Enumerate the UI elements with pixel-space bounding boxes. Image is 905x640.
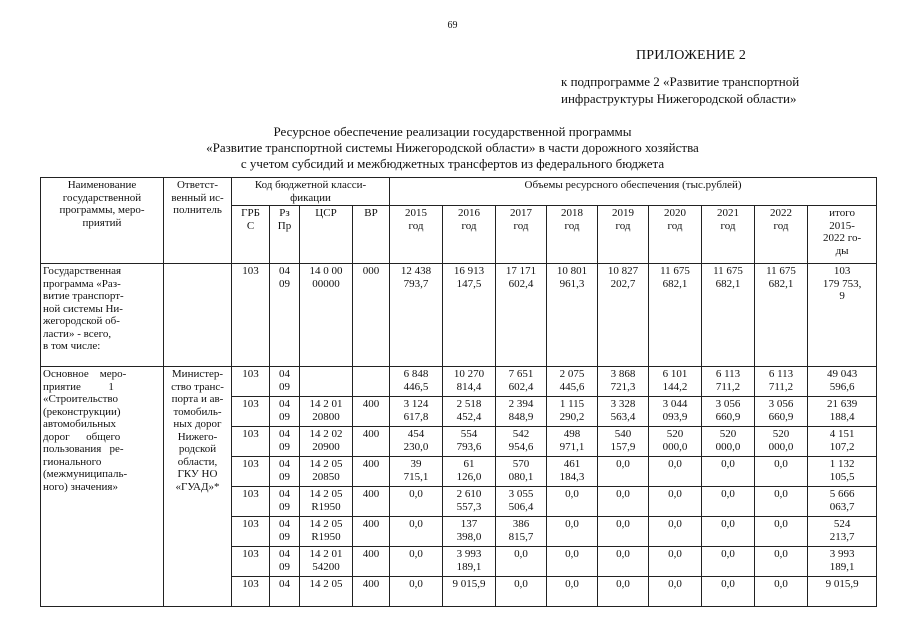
total-cell: 3 993 189,1 bbox=[808, 547, 877, 577]
grbs-cell: 103 bbox=[232, 264, 270, 367]
value-cell: 0,0 bbox=[390, 577, 443, 607]
rzpr-cell: 04 09 bbox=[270, 367, 300, 397]
header-csr: ЦСР bbox=[300, 206, 353, 264]
grbs-cell: 103 bbox=[232, 517, 270, 547]
rzpr-cell: 04 09 bbox=[270, 427, 300, 457]
value-cell: 498 971,1 bbox=[547, 427, 598, 457]
program-name: Государственная программа «Раз- витие транспорт- ной системы Ни- жегородской об- ласти» - всего, в том числе: bbox=[41, 264, 164, 367]
grbs-cell: 103 bbox=[232, 397, 270, 427]
rzpr-cell: 04 09 bbox=[270, 457, 300, 487]
value-cell: 11 675 682,1 bbox=[649, 264, 702, 367]
activity-row bbox=[41, 367, 877, 397]
value-cell: 570 080,1 bbox=[496, 457, 547, 487]
value-cell: 0,0 bbox=[390, 487, 443, 517]
value-cell: 3 056 660,9 bbox=[702, 397, 755, 427]
grbs-cell: 103 bbox=[232, 367, 270, 397]
csr-cell: 14 2 05 20850 bbox=[300, 457, 353, 487]
header-volumes: Объемы ресурсного обеспечения (тыс.рублей) bbox=[390, 178, 877, 206]
value-cell: 0,0 bbox=[702, 547, 755, 577]
value-cell: 0,0 bbox=[390, 547, 443, 577]
header-total: итого 2015- 2022 го- ды bbox=[808, 206, 877, 264]
value-cell: 0,0 bbox=[755, 487, 808, 517]
value-cell: 3 056 660,9 bbox=[755, 397, 808, 427]
value-cell: 0,0 bbox=[702, 457, 755, 487]
value-cell: 2 610 557,3 bbox=[443, 487, 496, 517]
grbs-cell: 103 bbox=[232, 487, 270, 517]
header-grbs: ГРБ С bbox=[232, 206, 270, 264]
value-cell: 137 398,0 bbox=[443, 517, 496, 547]
header-year: 2016 год bbox=[443, 206, 496, 264]
resource-table bbox=[40, 177, 877, 607]
vr-cell: 400 bbox=[353, 547, 390, 577]
value-cell: 2 518 452,4 bbox=[443, 397, 496, 427]
value-cell: 0,0 bbox=[702, 487, 755, 517]
total-cell: 1 132 105,5 bbox=[808, 457, 877, 487]
header-executor: Ответст- венный ис- полнитель bbox=[164, 178, 232, 264]
value-cell: 542 954,6 bbox=[496, 427, 547, 457]
vr-cell: 400 bbox=[353, 457, 390, 487]
value-cell: 0,0 bbox=[547, 547, 598, 577]
value-cell: 10 270 814,4 bbox=[443, 367, 496, 397]
total-cell: 21 639 188,4 bbox=[808, 397, 877, 427]
vr-cell: 400 bbox=[353, 577, 390, 607]
total-cell: 49 043 596,6 bbox=[808, 367, 877, 397]
total-cell: 5 666 063,7 bbox=[808, 487, 877, 517]
csr-cell bbox=[300, 367, 353, 397]
csr-cell: 14 2 01 20800 bbox=[300, 397, 353, 427]
page-number: 69 bbox=[447, 20, 458, 31]
value-cell: 386 815,7 bbox=[496, 517, 547, 547]
value-cell: 0,0 bbox=[649, 487, 702, 517]
value-cell: 520 000,0 bbox=[702, 427, 755, 457]
grbs-cell: 103 bbox=[232, 547, 270, 577]
value-cell: 0,0 bbox=[496, 577, 547, 607]
value-cell: 3 328 563,4 bbox=[598, 397, 649, 427]
value-cell: 11 675 682,1 bbox=[702, 264, 755, 367]
value-cell: 0,0 bbox=[755, 577, 808, 607]
total-cell: 103 179 753, 9 bbox=[808, 264, 877, 367]
value-cell: 520 000,0 bbox=[755, 427, 808, 457]
value-cell: 0,0 bbox=[702, 517, 755, 547]
value-cell: 6 113 711,2 bbox=[755, 367, 808, 397]
value-cell: 0,0 bbox=[598, 577, 649, 607]
appendix-title: ПРИЛОЖЕНИЕ 2 bbox=[636, 48, 747, 63]
program-row bbox=[41, 264, 877, 367]
table-body bbox=[41, 178, 877, 607]
value-cell: 0,0 bbox=[649, 547, 702, 577]
header-name: Наименование государственной программы, меро- приятий bbox=[41, 178, 164, 264]
value-cell: 0,0 bbox=[755, 457, 808, 487]
csr-cell: 14 0 00 00000 bbox=[300, 264, 353, 367]
grbs-cell: 103 bbox=[232, 577, 270, 607]
header-vr: ВР bbox=[353, 206, 390, 264]
value-cell: 3 044 093,9 bbox=[649, 397, 702, 427]
value-cell: 1 115 290,2 bbox=[547, 397, 598, 427]
header-year: 2017 год bbox=[496, 206, 547, 264]
value-cell: 0,0 bbox=[702, 577, 755, 607]
header-rzpr: Рз Пр bbox=[270, 206, 300, 264]
vr-cell: 400 bbox=[353, 517, 390, 547]
value-cell: 16 913 147,5 bbox=[443, 264, 496, 367]
value-cell: 0,0 bbox=[598, 457, 649, 487]
rzpr-cell: 04 09 bbox=[270, 547, 300, 577]
value-cell: 6 101 144,2 bbox=[649, 367, 702, 397]
value-cell: 520 000,0 bbox=[649, 427, 702, 457]
value-cell: 3 124 617,8 bbox=[390, 397, 443, 427]
value-cell: 10 827 202,7 bbox=[598, 264, 649, 367]
activity-executor: Министер- ство транс- порта и ав- томобиль- ных дорог Нижего- родской области, ГКУ НО «ГУАД»* bbox=[164, 367, 232, 607]
rzpr-cell: 04 09 bbox=[270, 264, 300, 367]
value-cell: 540 157,9 bbox=[598, 427, 649, 457]
document-title: Ресурсное обеспечение реализации государственной программы «Развитие транспортной системы Нижегородской области» в части дорожного хозяйства с учетом субсидий и межбюджетных трансфертов из федерального бюджета bbox=[206, 124, 699, 171]
value-cell: 3 993 189,1 bbox=[443, 547, 496, 577]
value-cell: 461 184,3 bbox=[547, 457, 598, 487]
value-cell: 9 015,9 bbox=[443, 577, 496, 607]
vr-cell: 400 bbox=[353, 487, 390, 517]
value-cell: 554 793,6 bbox=[443, 427, 496, 457]
header-year: 2015 год bbox=[390, 206, 443, 264]
grbs-cell: 103 bbox=[232, 457, 270, 487]
header-year: 2021 год bbox=[702, 206, 755, 264]
value-cell: 0,0 bbox=[547, 577, 598, 607]
rzpr-cell: 04 09 bbox=[270, 487, 300, 517]
total-cell: 4 151 107,2 bbox=[808, 427, 877, 457]
program-executor bbox=[164, 264, 232, 367]
value-cell: 0,0 bbox=[598, 487, 649, 517]
header-row-1 bbox=[41, 178, 877, 206]
appendix-subtitle: к подпрограмме 2 «Развитие транспортной инфраструктуры Нижегородской области» bbox=[561, 74, 800, 106]
vr-cell bbox=[353, 367, 390, 397]
csr-cell: 14 2 05 bbox=[300, 577, 353, 607]
value-cell: 0,0 bbox=[390, 517, 443, 547]
csr-cell: 14 2 05 R1950 bbox=[300, 517, 353, 547]
header-year: 2022 год bbox=[755, 206, 808, 264]
value-cell: 0,0 bbox=[755, 547, 808, 577]
value-cell: 454 230,0 bbox=[390, 427, 443, 457]
value-cell: 12 438 793,7 bbox=[390, 264, 443, 367]
rzpr-cell: 04 bbox=[270, 577, 300, 607]
activity-name: Основное меро- приятие 1 «Строительство (реконструкции) автомобильных дорог общего пользования ре- гионального (межмуниципаль- ного) значения» bbox=[41, 367, 164, 607]
total-cell: 9 015,9 bbox=[808, 577, 877, 607]
rzpr-cell: 04 09 bbox=[270, 517, 300, 547]
value-cell: 3 868 721,3 bbox=[598, 367, 649, 397]
value-cell: 2 394 848,9 bbox=[496, 397, 547, 427]
value-cell: 0,0 bbox=[547, 517, 598, 547]
header-budget-code: Код бюджетной класси- фикации bbox=[232, 178, 390, 206]
total-cell: 524 213,7 bbox=[808, 517, 877, 547]
rzpr-cell: 04 09 bbox=[270, 397, 300, 427]
value-cell: 0,0 bbox=[598, 517, 649, 547]
value-cell: 10 801 961,3 bbox=[547, 264, 598, 367]
value-cell: 0,0 bbox=[649, 577, 702, 607]
vr-cell: 400 bbox=[353, 397, 390, 427]
value-cell: 39 715,1 bbox=[390, 457, 443, 487]
value-cell: 2 075 445,6 bbox=[547, 367, 598, 397]
header-year: 2019 год bbox=[598, 206, 649, 264]
csr-cell: 14 2 02 20900 bbox=[300, 427, 353, 457]
value-cell: 0,0 bbox=[649, 457, 702, 487]
header-year: 2018 год bbox=[547, 206, 598, 264]
value-cell: 0,0 bbox=[496, 547, 547, 577]
csr-cell: 14 2 01 54200 bbox=[300, 547, 353, 577]
value-cell: 6 848 446,5 bbox=[390, 367, 443, 397]
csr-cell: 14 2 05 R1950 bbox=[300, 487, 353, 517]
value-cell: 11 675 682,1 bbox=[755, 264, 808, 367]
value-cell: 0,0 bbox=[598, 547, 649, 577]
vr-cell: 400 bbox=[353, 427, 390, 457]
grbs-cell: 103 bbox=[232, 427, 270, 457]
value-cell: 7 651 602,4 bbox=[496, 367, 547, 397]
value-cell: 17 171 602,4 bbox=[496, 264, 547, 367]
value-cell: 0,0 bbox=[547, 487, 598, 517]
vr-cell: 000 bbox=[353, 264, 390, 367]
value-cell: 0,0 bbox=[649, 517, 702, 547]
value-cell: 3 055 506,4 bbox=[496, 487, 547, 517]
value-cell: 0,0 bbox=[755, 517, 808, 547]
value-cell: 6 113 711,2 bbox=[702, 367, 755, 397]
value-cell: 61 126,0 bbox=[443, 457, 496, 487]
header-year: 2020 год bbox=[649, 206, 702, 264]
